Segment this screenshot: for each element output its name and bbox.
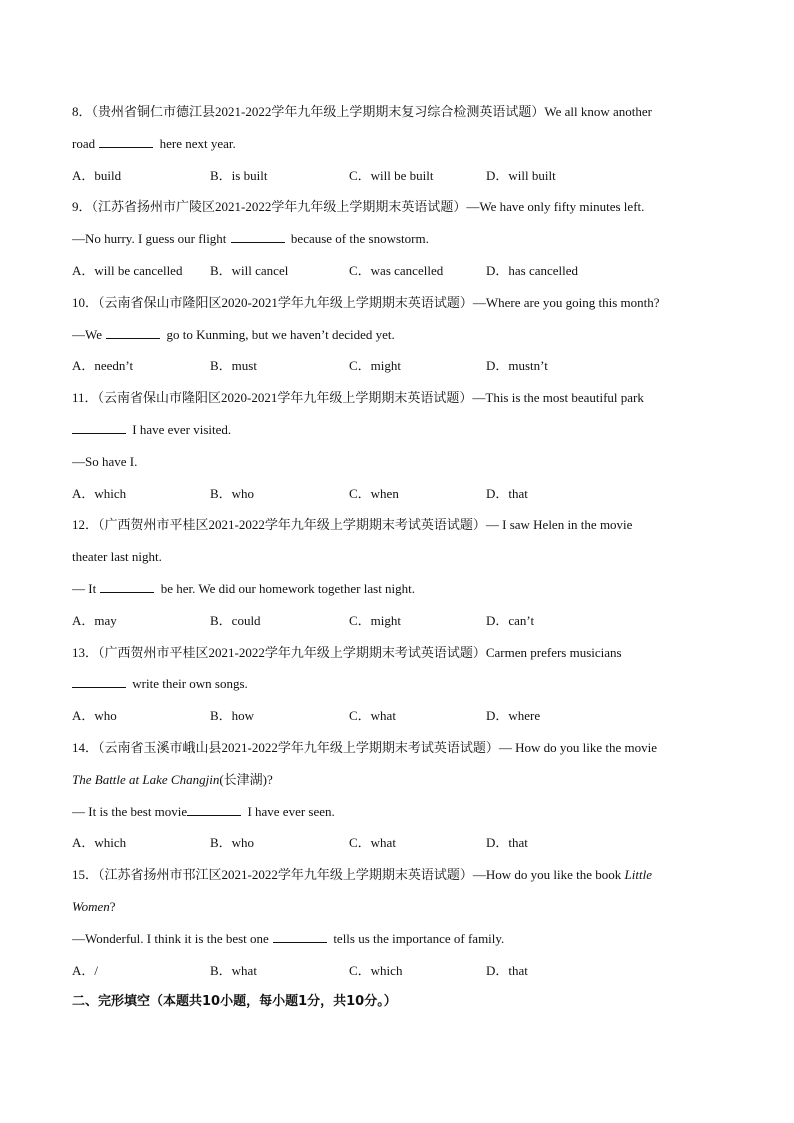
question-text: —We [72,326,102,342]
option-a: A．which [72,485,127,501]
option-d: D．can’t [486,612,535,628]
option-c: C．was cancelled [349,262,444,278]
question-text: road [72,135,96,151]
option-d: D．that [486,835,528,851]
option-b: B．will cancel [210,262,289,278]
option-b: B．who [210,835,255,851]
question-source: （云南省保山市隆阳区2020-2021学年九年级上学期期末英语试题） [97,390,473,406]
question-14 [72,732,722,859]
option-c: C．when [349,485,399,501]
option-d: D．will built [486,167,556,183]
answer-blank [106,326,160,339]
question-stem-continued [72,414,722,446]
question-number: 14． [72,739,99,755]
option-d: D．that [486,962,528,978]
answer-blank [72,675,126,688]
answer-blank [231,230,285,243]
question-text: We all know another [544,104,652,119]
question-text: here next year. [159,135,236,151]
question-stem-continued [72,764,722,796]
answer-options [72,255,722,287]
question-source: （云南省保山市隆阳区2020-2021学年九年级上学期期末英语试题） [98,294,473,310]
answer-options [72,605,722,637]
question-text: —Where are you going this month? [472,294,660,310]
question-source: （江苏省扬州市广陵区2021-2022学年九年级上学期期末英语试题） [91,199,467,215]
question-stem-continued [72,541,722,573]
question-13 [72,637,722,732]
option-d: D．that [486,485,528,501]
option-b: B．must [210,358,257,374]
option-a: A．will be cancelled [72,262,183,278]
answer-blank [187,803,241,816]
answer-options [72,700,722,732]
question-stem [72,509,722,541]
option-b: B．who [210,485,255,501]
option-c: C．what [349,835,396,851]
option-d: D．has cancelled [486,262,579,278]
question-stem [72,191,722,223]
answer-blank [72,421,126,434]
question-number: 15． [72,867,99,883]
answer-options [72,955,722,987]
question-response [72,446,722,478]
option-b: B．could [210,612,261,628]
option-c: C．might [349,612,402,628]
answer-blank [99,135,153,148]
question-text: Carmen prefers musicians [485,644,622,660]
question-text: — I saw Helen in the movie [485,517,633,533]
question-stem-continued [72,128,722,160]
answer-options [72,160,722,192]
question-number: 8． [72,104,92,119]
option-a: A．who [72,708,117,724]
question-text: theater last night. [72,549,162,565]
question-text: tells us the importance of family. [333,930,505,946]
question-source: （江苏省扬州市邗江区2021-2022学年九年级上学期期末英语试题） [98,867,473,883]
question-10 [72,287,722,382]
question-text: I have ever visited. [132,421,232,437]
question-text: go to Kunming, but we haven’t decided yet. [166,326,395,342]
movie-title: The Battle at Lake Changjin [72,771,220,787]
option-a: A．needn’t [72,358,134,374]
question-source: （云南省玉溪市峨山县2021-2022学年九年级上学期期末考试英语试题） [98,739,499,755]
question-stem-continued [72,319,722,351]
question-stem [72,732,722,764]
section-heading: 二、完形填空（本题共10小题，每小题1分，共10分。） [72,994,397,1010]
question-15 [72,859,722,986]
question-response [72,796,722,828]
answer-options [72,350,722,382]
question-stem-continued [72,223,722,255]
option-c: C．will be built [349,167,434,183]
question-source: （广西贺州市平桂区2021-2022学年九年级上学期期末考试英语试题） [98,644,486,660]
question-text: write their own songs. [132,676,248,692]
question-stem [72,382,722,414]
question-12 [72,509,722,636]
question-number: 11． [72,390,98,406]
answer-options [72,478,722,510]
question-text: —So have I. [72,453,138,469]
question-text: —How do you like the book [472,867,622,883]
answer-blank [273,930,327,943]
question-stem [72,287,722,319]
option-d: D．where [486,708,541,724]
question-number: 9． [72,199,92,215]
question-stem [72,96,722,128]
question-stem-continued [72,891,722,923]
option-c: C．might [349,358,402,374]
option-a: A．build [72,167,122,183]
question-9 [72,191,722,286]
question-text: — How do you like the movie [498,739,658,755]
question-response [72,573,722,605]
question-stem-continued [72,668,722,700]
option-b: B．is built [210,167,268,183]
answer-blank [100,580,154,593]
option-c: C．which [349,962,403,978]
option-a: A．which [72,835,127,851]
question-text: (长津湖)? [219,771,273,787]
question-text: — It is the best movie [72,803,188,819]
question-text: —This is the most beautiful park [472,390,644,406]
question-text: I have ever seen. [247,803,335,819]
question-text: —Wonderful. I think it is the best one [72,930,269,946]
question-number: 10． [72,294,99,310]
question-number: 12． [72,517,99,533]
option-d: D．mustn’t [486,358,548,374]
question-text: because of the snowstorm. [290,231,429,247]
question-text: —We have only fifty minutes left. [466,199,645,215]
question-11 [72,382,722,509]
option-c: C．what [349,708,396,724]
book-title: Little [624,867,652,883]
question-8 [72,96,722,191]
document-page [72,96,722,1018]
question-source: （广西贺州市平桂区2021-2022学年九年级上学期期末考试英语试题） [98,517,486,533]
question-number: 13． [72,644,99,660]
book-title: Women [72,898,110,914]
answer-options [72,827,722,859]
option-b: B．how [210,708,255,724]
question-stem [72,859,722,891]
option-a: A．/ [72,962,99,978]
question-text: — It [72,580,97,596]
option-b: B．what [210,962,257,978]
question-text: be her. We did our homework together last night. [160,580,416,596]
question-source: （贵州省铜仁市德江县2021-2022学年九年级上学期期末复习综合检测英语试题） [91,104,545,119]
question-response [72,923,722,955]
question-text: ? [109,898,116,914]
question-stem [72,637,722,669]
question-text: —No hurry. I guess our flight [72,231,227,247]
option-a: A．may [72,612,117,628]
